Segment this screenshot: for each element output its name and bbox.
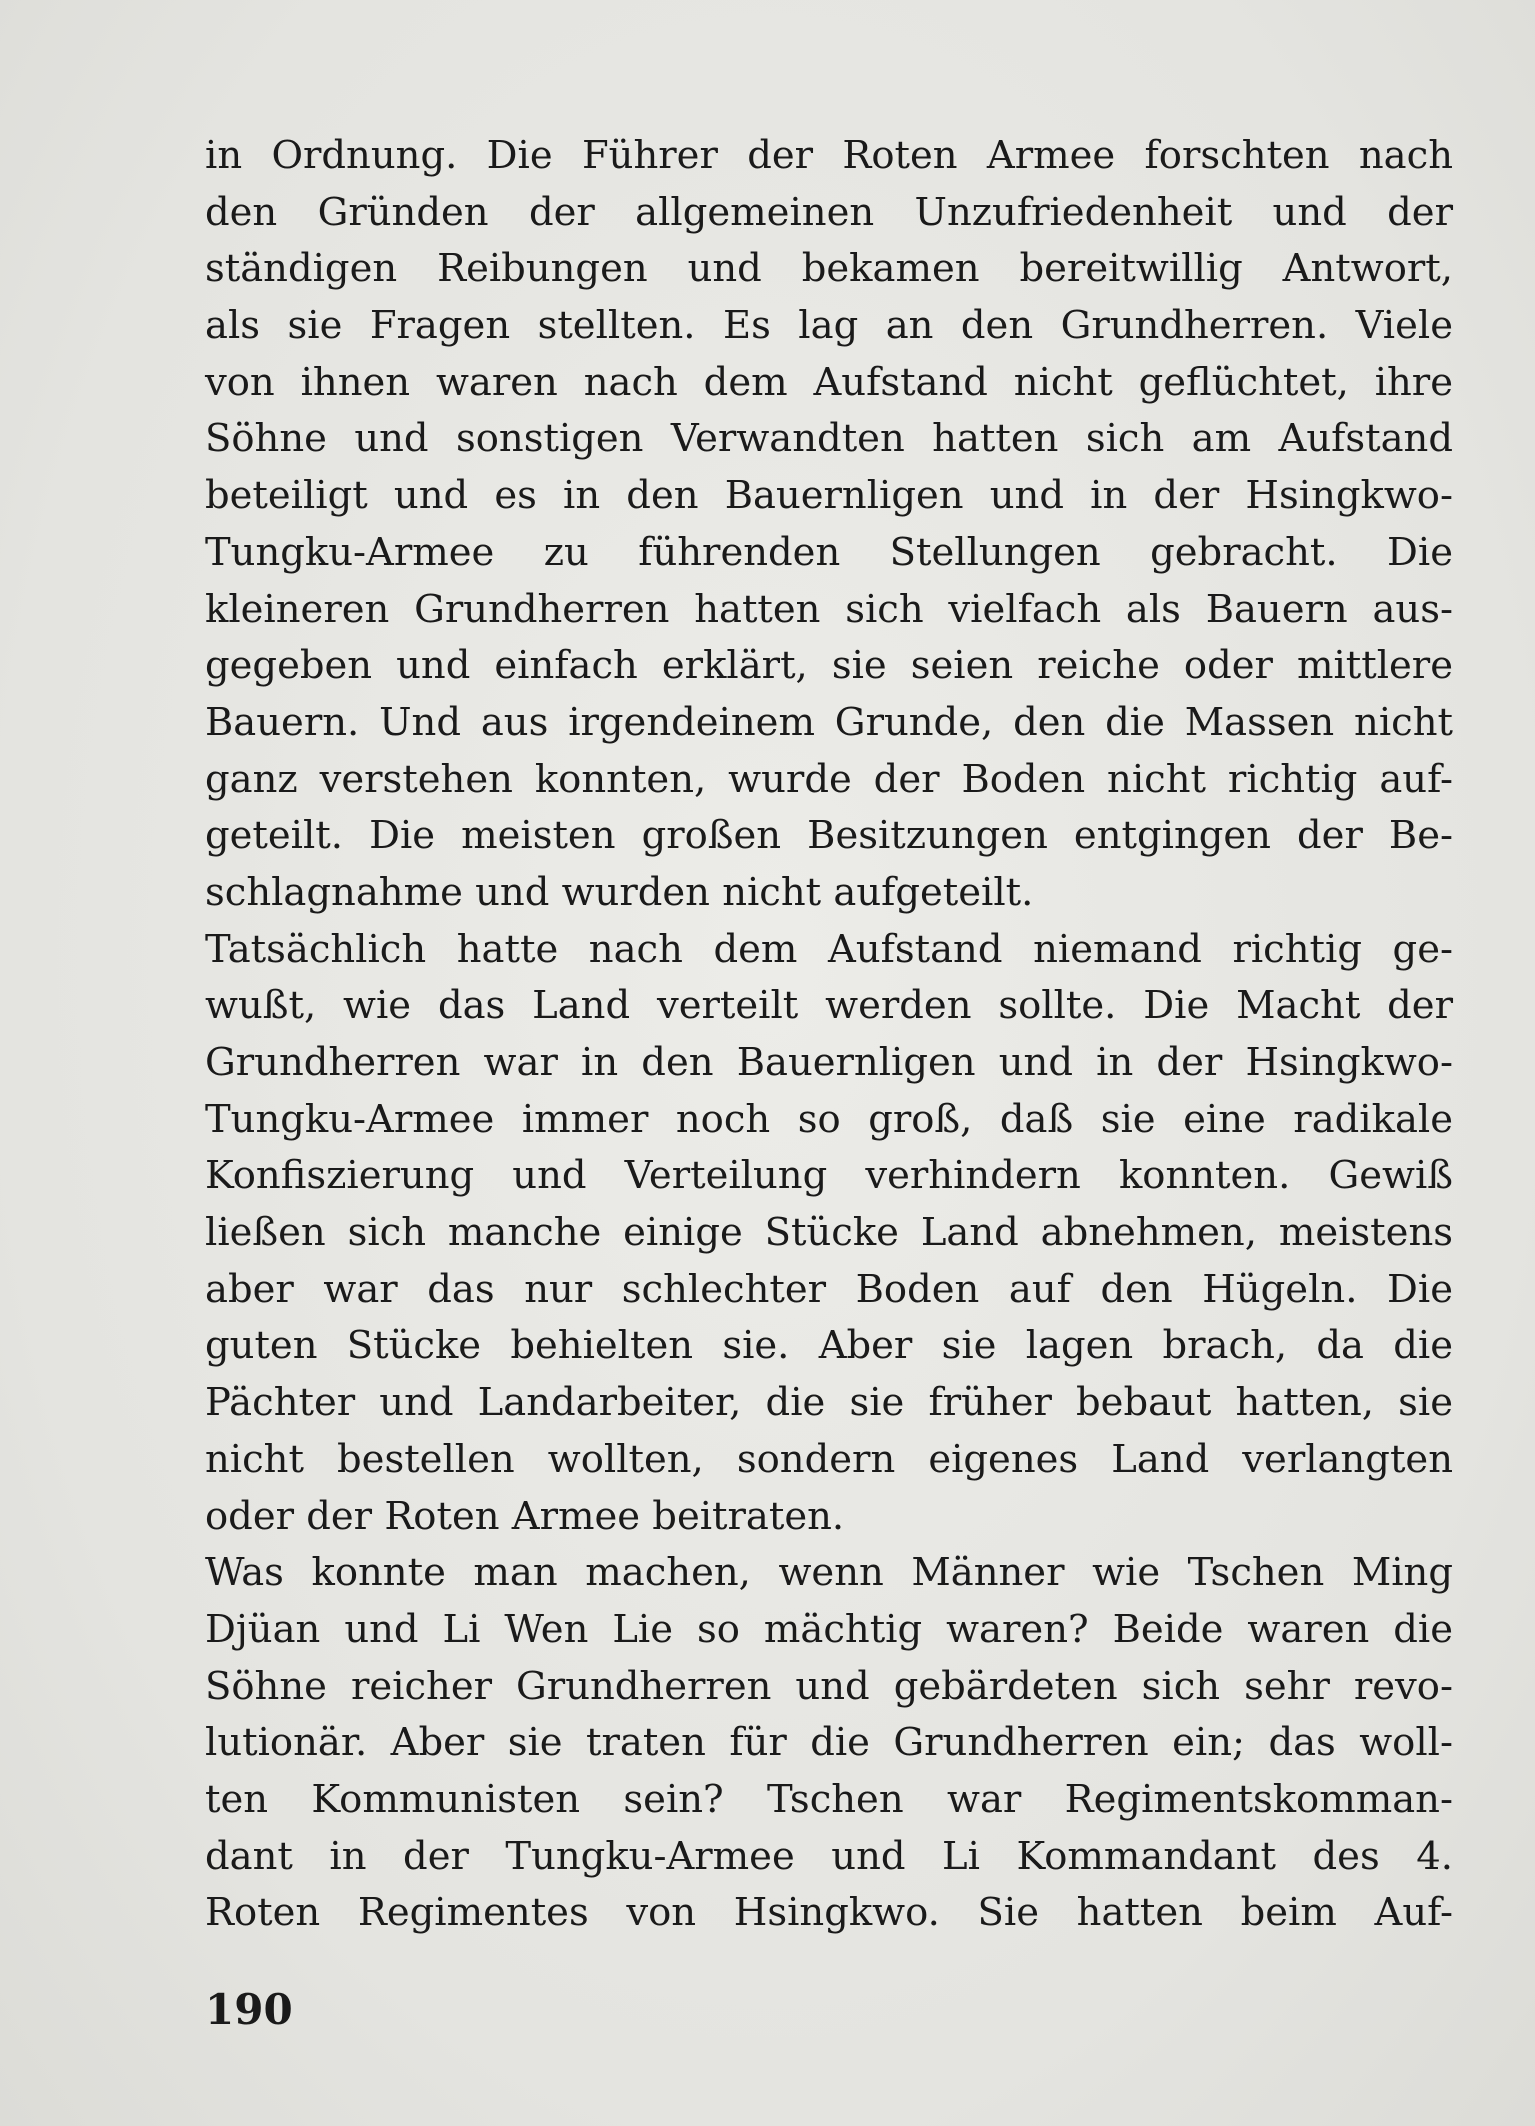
text-line: den Gründen der allgemeinen Unzufriedenheit und der: [205, 189, 1453, 235]
text-line: ten Kommunisten sein? Tschen war Regimentskomman-: [205, 1776, 1453, 1822]
page-number: 190: [205, 1985, 293, 2034]
text-line: kleineren Grundherren hatten sich vielfach als Bauern aus-: [205, 586, 1453, 632]
text-line: Was konnte man machen, wenn Männer wie Tschen Ming: [205, 1550, 1453, 1596]
text-line: aber war das nur schlechter Boden auf den Hügeln. Die: [205, 1266, 1453, 1312]
text-line: guten Stücke behielten sie. Aber sie lagen brach, da die: [205, 1323, 1453, 1369]
text-line: Tatsächlich hatte nach dem Aufstand niemand richtig ge-: [205, 926, 1453, 972]
body-text: [205, 128, 1453, 1942]
text-line: Tungku-Armee immer noch so groß, daß sie eine radikale: [205, 1096, 1453, 1142]
text-line: als sie Fragen stellten. Es lag an den Grundherren. Viele: [205, 303, 1453, 349]
text-line: Söhne und sonstigen Verwandten hatten sich am Aufstand: [205, 416, 1453, 462]
text-line: von ihnen waren nach dem Aufstand nicht geflüchtet, ihre: [205, 359, 1453, 405]
text-line: Söhne reicher Grundherren und gebärdeten sich sehr revo-: [205, 1663, 1453, 1709]
text-line: lutionär. Aber sie traten für die Grundherren ein; das woll-: [205, 1720, 1453, 1766]
text-line: Bauern. Und aus irgendeinem Grunde, den die Massen nicht: [205, 699, 1453, 745]
text-line: wußt, wie das Land verteilt werden sollte. Die Macht der: [205, 983, 1453, 1029]
text-line: in Ordnung. Die Führer der Roten Armee forschten nach: [205, 133, 1453, 178]
text-line: Grundherren war in den Bauernligen und in der Hsingkwo-: [205, 1040, 1453, 1085]
text-line: Tungku-Armee zu führenden Stellungen gebracht. Die: [205, 529, 1453, 575]
paragraph: [205, 1545, 1453, 1942]
text-line: gegeben und einfach erklärt, sie seien reiche oder mittlere: [205, 643, 1453, 689]
text-line: ganz verstehen konnten, wurde der Boden nicht richtig auf-: [205, 756, 1453, 802]
text-line: geteilt. Die meisten großen Besitzungen entgingen der Be-: [205, 813, 1453, 859]
paragraph: [205, 128, 1453, 922]
text-line: Djüan und Li Wen Lie so mächtig waren? Beide waren die: [205, 1606, 1453, 1652]
paragraph: [205, 922, 1453, 1546]
text-line: dant in der Tungku-Armee und Li Kommandant des 4.: [205, 1833, 1453, 1879]
text-line: nicht bestellen wollten, sondern eigenes Land verlangten: [205, 1436, 1453, 1482]
text-line: oder der Roten Armee beitraten.: [205, 1493, 845, 1539]
text-line: Pächter und Landarbeiter, die sie früher bebaut hatten, sie: [205, 1380, 1453, 1426]
text-line: ließen sich manche einige Stücke Land abnehmen, meistens: [205, 1210, 1453, 1256]
text-line: schlagnahme und wurden nicht aufgeteilt.: [205, 869, 1034, 915]
text-line: ständigen Reibungen und bekamen bereitwillig Antwort,: [205, 246, 1453, 292]
text-line: beteiligt und es in den Bauernligen und in der Hsingkwo-: [205, 473, 1453, 519]
text-line: Konfiszierung und Verteilung verhindern konnten. Gewiß: [205, 1153, 1453, 1199]
text-line: Roten Regimentes von Hsingkwo. Sie hatten beim Auf-: [205, 1890, 1453, 1936]
